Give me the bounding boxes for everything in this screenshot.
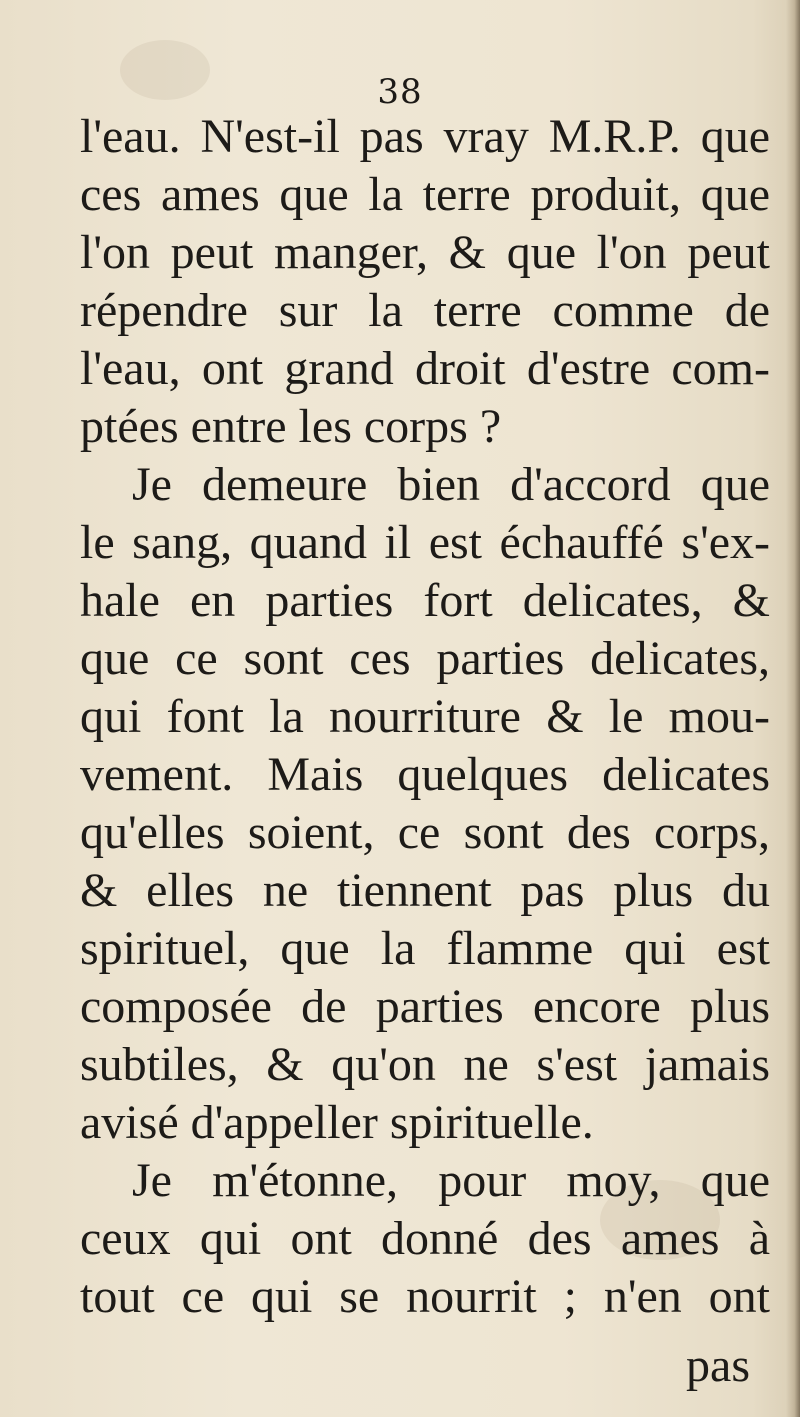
text-line: l'on peut manger, & que l'on peut (80, 226, 770, 279)
text-line: composée de parties encore plus (80, 980, 770, 1033)
text-line: ceux qui ont donné des ames à (80, 1212, 770, 1265)
text-line: subtiles, & qu'on ne s'est jamais (80, 1038, 770, 1091)
text-line: l'eau. N'est-il pas vray M.R.P. que (80, 110, 770, 163)
page-number: 38 (377, 72, 423, 112)
text-line: que ce sont ces parties delicates, (80, 632, 770, 685)
text-line: Je m'étonne, pour moy, que (132, 1154, 770, 1207)
text-line: ptées entre les corps ? (80, 400, 502, 453)
body-text (80, 108, 770, 1326)
text-line: qu'elles soient, ce sont des corps, (80, 806, 770, 859)
text-line: le sang, quand il est échauffé s'ex- (80, 516, 770, 569)
catchword: pas (686, 1339, 750, 1392)
text-line: spirituel, que la flamme qui est (80, 922, 770, 975)
text-line: vement. Mais quelques delicates (80, 748, 770, 801)
text-line: répendre sur la terre comme de (80, 284, 770, 337)
text-line: ces ames que la terre produit, que (80, 168, 770, 221)
text-line: hale en parties fort delicates, & (80, 574, 770, 627)
text-line: qui font la nourriture & le mou- (80, 690, 770, 743)
text-line: Je demeure bien d'accord que (132, 458, 770, 511)
text-line: tout ce qui se nourrit ; n'en ont (80, 1270, 770, 1323)
text-line: & elles ne tiennent pas plus du (80, 864, 770, 917)
text-line: avisé d'appeller spirituelle. (80, 1096, 594, 1149)
text-line: l'eau, ont grand droit d'estre com- (80, 342, 770, 395)
page-edge-shadow (786, 0, 800, 1417)
